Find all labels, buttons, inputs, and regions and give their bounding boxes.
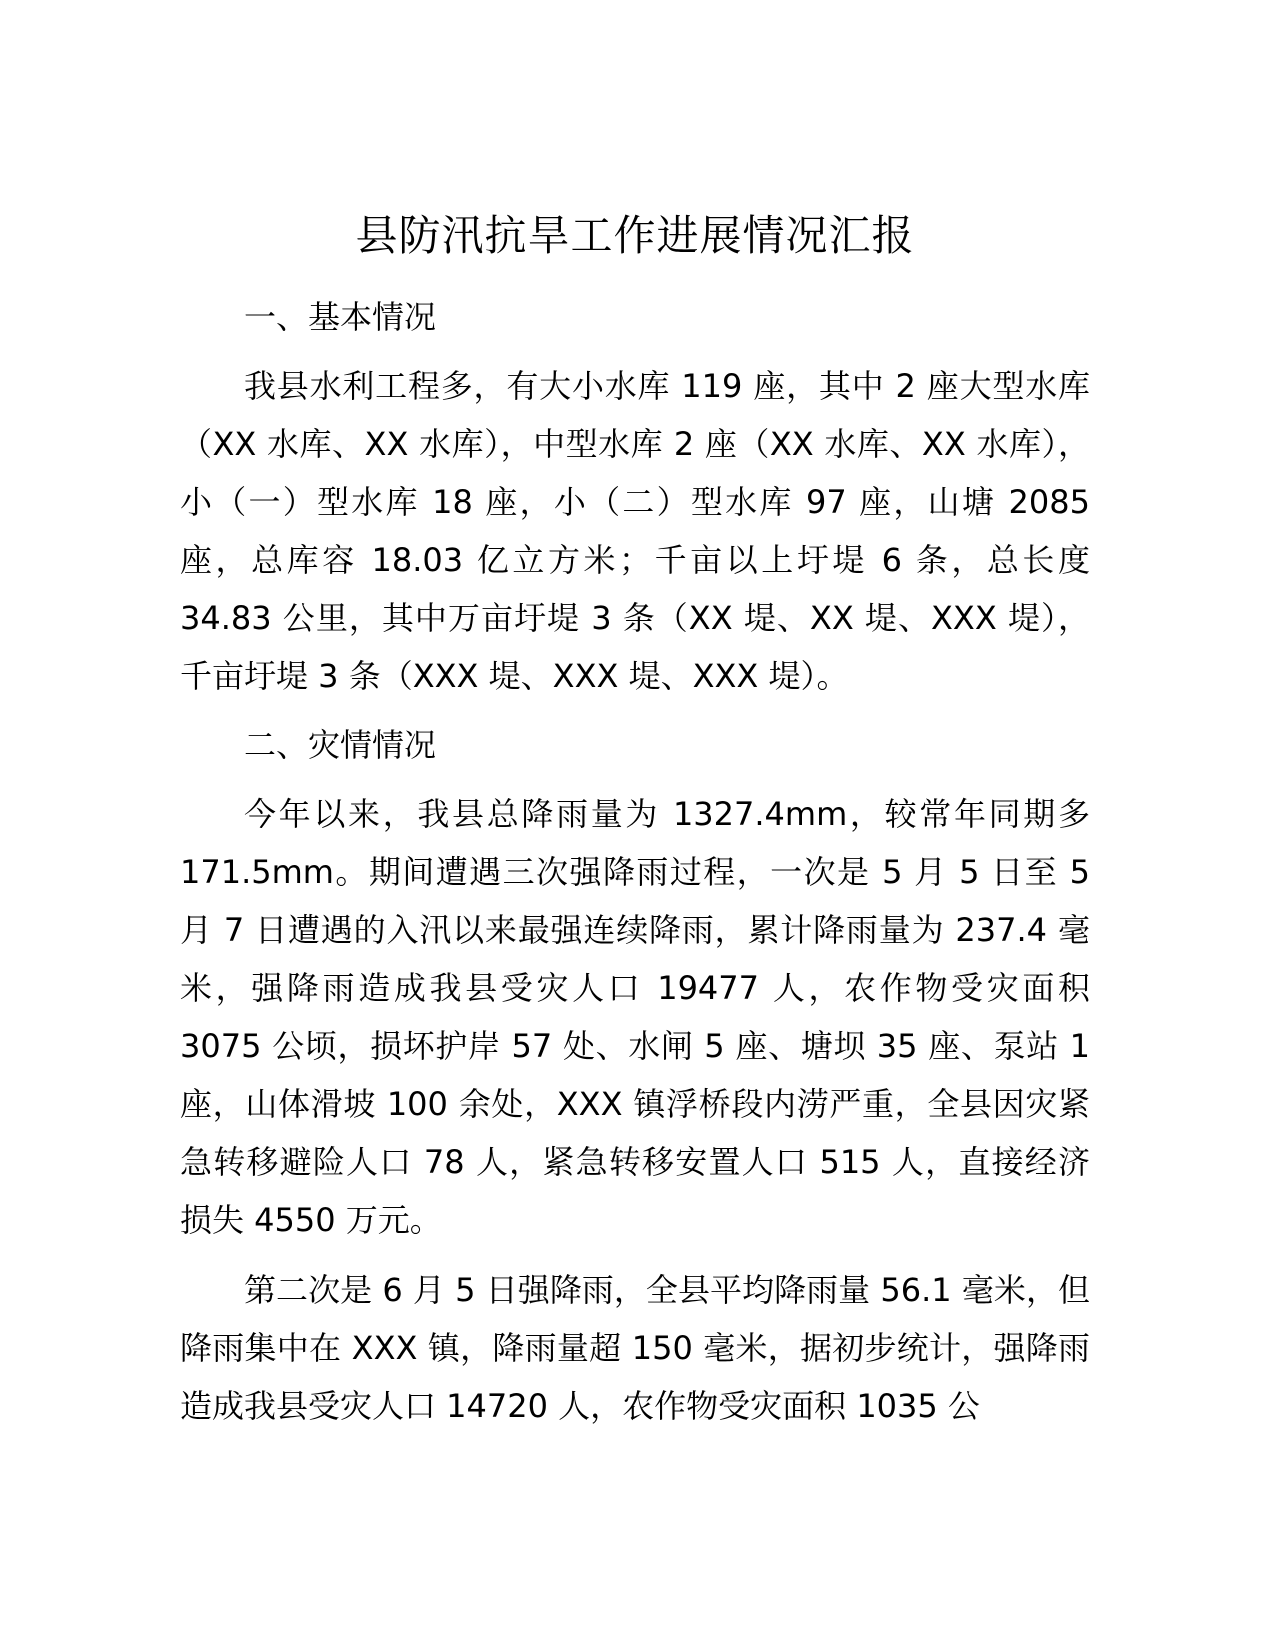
paragraph: 我县水利工程多，有大小水库 119 座，其中 2 座大型水库（XX 水库、XX 水库），中型水库 2 座（XX 水库、XX 水库），小（一）型水库 18 座，小（二）型水库 97 座，山塘 2085 座，总库容 18.03 亿立方米；千亩以上圩堤 6 条，总长度 34.83 公里，其中万亩圩堤 3 条（XX 堤、XX 堤、XXX 堤），千亩圩堤 3 条（XXX 堤、XXX 堤、XXX 堤）。: [180, 367, 1090, 695]
paragraph: 第二次是 6 月 5 日强降雨，全县平均降雨量 56.1 毫米，但降雨集中在 XXX 镇，降雨量超 150 毫米，据初步统计，强降雨造成我县受灾人口 14720 人，农作物受灾面积 1035 公: [180, 1271, 1090, 1425]
document-page: [180, 205, 1090, 1447]
section-heading: 一、基本情况: [244, 298, 437, 336]
paragraph: 今年以来，我县总降雨量为 1327.4mm，较常年同期多 171.5mm。期间遭遇三次强降雨过程，一次是 5 月 5 日至 5 月 7 日遭遇的入汛以来最强连续降雨，累计降雨量为 237.4 毫米，强降雨造成我县受灾人口 19477 人，农作物受灾面积 3075 公顷，损坏护岸 57 处、水闸 5 座、塘坝 35 座、泵站 1 座，山体滑坡 100 余处，XXX 镇浮桥段内涝严重，全县因灾紧急转移避险人口 78 人，紧急转移安置人口 515 人，直接经济损失 4550 万元。: [180, 795, 1090, 1239]
section-disaster-info: [180, 717, 1090, 1435]
section-heading: 二、灾情情况: [244, 726, 437, 764]
document-title: 县防汛抗旱工作进展情况汇报: [355, 211, 915, 260]
section-basic-info: [180, 289, 1090, 705]
